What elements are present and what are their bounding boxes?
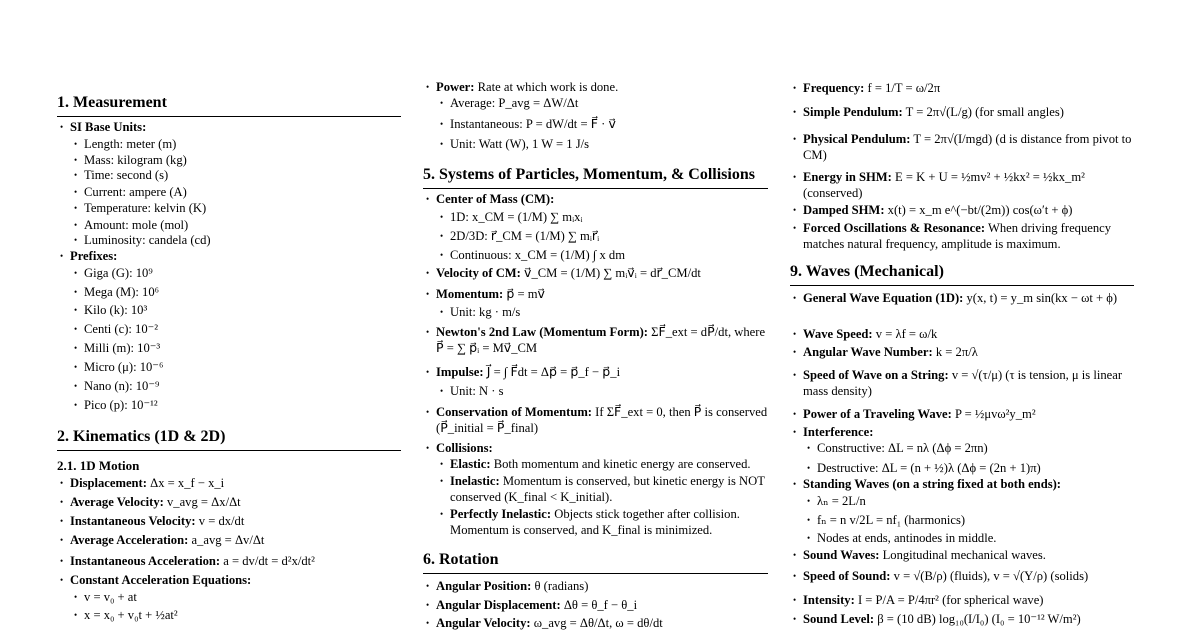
bullet-label: Speed of Sound: — [803, 569, 891, 583]
bullet-label: Angular Displacement: — [436, 598, 561, 612]
bullet-label: Forced Oscillations & Resonance: — [803, 221, 986, 235]
sub-bullet-2l-n — [790, 494, 1134, 510]
sub-bullet-2d-3d-r-cm-1-m-m-r — [423, 229, 768, 245]
bullet-text: Momentum is conserved, but kinetic energy is NOT conserved (K_final < K_initial). — [450, 474, 765, 504]
sub-bullet-nodes-at-ends-antinodes-in-middle — [790, 531, 1134, 547]
bullet-simple-pendulum — [790, 105, 1134, 121]
bullet-text: ω_avg = Δθ/Δt, ω = dθ/dt — [533, 616, 663, 630]
bullet-label: Interference: — [803, 425, 874, 439]
bullet-angular-velocity — [423, 616, 768, 632]
bullet-label: Intensity: — [803, 593, 855, 607]
sub-bullet-continuous-x-cm-1-m-x-dm — [423, 248, 768, 264]
sub-bullet-unit-kg-m-s — [423, 305, 768, 321]
bullet-text: Longitudinal mechanical waves. — [882, 548, 1046, 562]
bullet-text: v = dx/dt — [198, 514, 245, 528]
bullet-text: θ (radians) — [534, 579, 589, 593]
bullet-text: a_avg = Δv/Δt — [191, 533, 265, 547]
bullet-label: Standing Waves (on a string fixed at both ends): — [803, 477, 1061, 491]
bullet-label: Physical Pendulum: — [803, 132, 911, 146]
bullet-label: Impulse: — [436, 365, 484, 379]
bullet-sound-waves — [790, 548, 1134, 564]
bullet-text: β = (10 dB) log₁₀(I/I₀) (I₀ = 10⁻¹² W/m²) — [877, 612, 1081, 626]
sub-bullet-f-n-v-2l-nf-harmonics — [790, 513, 1134, 529]
bullet-frequency — [790, 81, 1134, 97]
bullet-center-of-mass-cm — [423, 192, 768, 208]
bullet-label: Angular Wave Number: — [803, 345, 933, 359]
sub-bullet-unit-watt-w-1-w-1-j-s — [423, 137, 768, 153]
bullet-angular-wave-number — [790, 345, 1134, 361]
bullet-energy-in-shm — [790, 170, 1134, 201]
bullet-label: Angular Position: — [436, 579, 532, 593]
bullet-text: v = v₀ + at — [84, 590, 137, 604]
sub-bullet-pico-p-10 — [57, 398, 401, 414]
bullet-newton-s-2nd-law-momentum-form — [423, 325, 768, 356]
bullet-label: Frequency: — [803, 81, 865, 95]
bullet-label: Elastic: — [450, 457, 491, 471]
bullet-forced-oscillations-resonance — [790, 221, 1134, 252]
sub-bullet-kilo-k-10 — [57, 303, 401, 319]
bullet-label: Velocity of CM: — [436, 266, 521, 280]
bullet-text: 2D/3D: r⃗_CM = (1/M) ∑ mᵢr⃗ᵢ — [450, 229, 600, 243]
bullet-text: Δx = x_f − x_i — [150, 476, 225, 490]
bullet-text: Nano (n): 10⁻⁹ — [84, 379, 160, 393]
bullet-angular-position — [423, 579, 768, 595]
bullet-text: Objects stick together after collision. Momentum is conserved, and K_final is minimized. — [450, 507, 740, 537]
bullet-text: Pico (p): 10⁻¹² — [84, 398, 158, 412]
bullet-text: 1D: x_CM = (1/M) ∑ mᵢxᵢ — [450, 210, 583, 224]
bullet-text: Constructive: ΔL = nλ (Δϕ = 2πn) — [817, 441, 988, 455]
sub-bullet-constructive-l-n-2-n — [790, 441, 1134, 457]
bullet-conservation-of-momentum — [423, 405, 768, 436]
bullet-label: Displacement: — [70, 476, 147, 490]
bullet-text: Length: meter (m) — [84, 137, 177, 151]
bullet-label: Sound Level: — [803, 612, 875, 626]
bullet-text: Continuous: x_CM = (1/M) ∫ x dm — [450, 248, 625, 262]
bullet-momentum — [423, 287, 768, 303]
sub-bullet-mega-m-10 — [57, 285, 401, 301]
bullet-text: v = √(B/ρ) (fluids), v = √(Y/ρ) (solids) — [893, 569, 1089, 583]
bullet-text: T = 2π√(L/g) (for small angles) — [905, 105, 1064, 119]
sub-bullet-mass-kilogram-kg — [57, 153, 401, 169]
bullet-standing-waves-on-a-string-fixed-at-both — [790, 477, 1134, 493]
bullet-text: Current: ampere (A) — [84, 185, 187, 199]
bullet-label: Instantaneous Acceleration: — [70, 554, 221, 568]
bullet-interference — [790, 425, 1134, 441]
bullet-average-acceleration — [57, 533, 401, 549]
sub-bullet-elastic — [423, 457, 768, 473]
bullet-label: Power of a Traveling Wave: — [803, 407, 952, 421]
bullet-text: Temperature: kelvin (K) — [84, 201, 207, 215]
bullet-label: Momentum: — [436, 287, 504, 301]
bullet-text: Instantaneous: P = dW/dt = F⃗ · v⃗ — [450, 117, 616, 131]
bullet-average-velocity — [57, 495, 401, 511]
bullet-text: When driving frequency matches natural frequency, amplitude is maximum. — [803, 221, 1112, 251]
sub-bullet-amount-mole-mol — [57, 218, 401, 234]
section-heading: 1. Measurement — [57, 94, 401, 117]
bullet-impulse — [423, 365, 768, 381]
bullet-text: Time: second (s) — [84, 168, 169, 182]
sub-bullet-inelastic — [423, 474, 768, 505]
bullet-text: v_avg = Δx/Δt — [167, 495, 241, 509]
bullet-physical-pendulum — [790, 132, 1134, 163]
bullet-text: Giga (G): 10⁹ — [84, 266, 153, 280]
bullet-text: Rate at which work is done. — [477, 80, 619, 94]
bullet-label: Angular Velocity: — [436, 616, 531, 630]
bullet-label: Damped SHM: — [803, 203, 885, 217]
section-heading: 6. Rotation — [423, 551, 768, 574]
bullet-collisions — [423, 441, 768, 457]
sub-bullet-luminosity-candela-cd — [57, 233, 401, 249]
sub-bullet-centi-c-10 — [57, 322, 401, 338]
bullet-label: SI Base Units: — [70, 120, 147, 134]
sub-bullet-giga-g-10 — [57, 266, 401, 282]
bullet-label: Center of Mass (CM): — [436, 192, 555, 206]
bullet-intensity — [790, 593, 1134, 609]
bullet-instantaneous-acceleration — [57, 554, 401, 570]
bullet-text: Δθ = θ_f − θ_i — [563, 598, 638, 612]
bullet-text: Mass: kilogram (kg) — [84, 153, 187, 167]
bullet-text: Micro (μ): 10⁻⁶ — [84, 360, 164, 374]
sub-bullet-x-x-v-t-at — [57, 608, 401, 624]
bullet-text: Unit: kg · m/s — [450, 305, 521, 319]
bullet-sound-level — [790, 612, 1134, 628]
bullet-text: P = ½μvω²y_m² — [954, 407, 1036, 421]
bullet-general-wave-equation-1d — [790, 291, 1134, 307]
sub-bullet-nano-n-10 — [57, 379, 401, 395]
bullet-speed-of-wave-on-a-string — [790, 368, 1134, 399]
bullet-text: v = λf = ω/k — [875, 327, 938, 341]
sub-bullet-1d-x-cm-1-m-m-x — [423, 210, 768, 226]
bullet-text: Amount: mole (mol) — [84, 218, 189, 232]
bullet-text: Centi (c): 10⁻² — [84, 322, 159, 336]
bullet-text: Average: P_avg = ΔW/Δt — [450, 96, 579, 110]
bullet-label: Sound Waves: — [803, 548, 880, 562]
bullet-power-of-a-traveling-wave — [790, 407, 1134, 423]
section-heading: 2. Kinematics (1D & 2D) — [57, 428, 401, 451]
sub-bullet-milli-m-10 — [57, 341, 401, 357]
bullet-text: v = √(τ/μ) (τ is tension, μ is linear mass density) — [803, 368, 1123, 398]
sub-bullet-destructive-l-n-2n-1 — [790, 461, 1134, 477]
bullet-angular-displacement — [423, 598, 768, 614]
bullet-text: f = 1/T = ω/2π — [867, 81, 941, 95]
bullet-text: I = P/A = P/4πr² (for spherical wave) — [857, 593, 1044, 607]
bullet-text: Nodes at ends, antinodes in middle. — [817, 531, 997, 545]
bullet-text: v⃗_CM = (1/M) ∑ mᵢv⃗ᵢ = dr⃗_CM/dt — [524, 266, 701, 280]
bullet-label: Energy in SHM: — [803, 170, 892, 184]
sub-bullet-temperature-kelvin-k — [57, 201, 401, 217]
sub-bullet-instantaneous-p-dw-dt-f-v — [423, 117, 768, 133]
bullet-label: Newton's 2nd Law (Momentum Form): — [436, 325, 648, 339]
bullet-text: If ΣF⃗_ext = 0, then P⃗ is conserved (P⃗_initial = P⃗_final) — [436, 405, 768, 435]
bullet-text: x(t) = x_m e^(−bt/(2m)) cos(ω′t + ϕ) — [887, 203, 1073, 217]
section-heading: 5. Systems of Particles, Momentum, & Collisions — [423, 166, 768, 189]
bullet-label: General Wave Equation (1D): — [803, 291, 964, 305]
sub-bullet-length-meter-m — [57, 137, 401, 153]
sub-bullet-micro-10 — [57, 360, 401, 376]
bullet-text: Milli (m): 10⁻³ — [84, 341, 161, 355]
bullet-speed-of-sound — [790, 569, 1134, 585]
bullet-text: Destructive: ΔL = (n + ½)λ (Δϕ = (2n + 1)π) — [817, 461, 1041, 475]
sub-bullet-average-p-avg-w-t — [423, 96, 768, 112]
bullet-prefixes — [57, 249, 401, 265]
bullet-label: Constant Acceleration Equations: — [70, 573, 252, 587]
bullet-si-base-units — [57, 120, 401, 136]
bullet-text: x = x₀ + v₀t + ½at² — [84, 608, 178, 622]
bullet-label: Perfectly Inelastic: — [450, 507, 552, 521]
sub-bullet-perfectly-inelastic — [423, 507, 768, 538]
bullet-label: Wave Speed: — [803, 327, 873, 341]
bullet-label: Simple Pendulum: — [803, 105, 903, 119]
sub-bullet-current-ampere-a — [57, 185, 401, 201]
sub-bullet-unit-n-s — [423, 384, 768, 400]
bullet-label: Speed of Wave on a String: — [803, 368, 949, 382]
bullet-damped-shm — [790, 203, 1134, 219]
bullet-label: Inelastic: — [450, 474, 500, 488]
bullet-power — [423, 80, 768, 96]
bullet-velocity-of-cm — [423, 266, 768, 282]
bullet-text: Mega (M): 10⁶ — [84, 285, 160, 299]
bullet-label: Average Velocity: — [70, 495, 164, 509]
bullet-text: k = 2π/λ — [935, 345, 978, 359]
bullet-text: p⃗ = mv⃗ — [506, 287, 545, 301]
bullet-displacement — [57, 476, 401, 492]
bullet-constant-acceleration-equations — [57, 573, 401, 589]
bullet-text: λₙ = 2L/n — [817, 494, 866, 508]
bullet-text: T = 2π√(I/mgd) (d is distance from pivot to CM) — [803, 132, 1132, 162]
bullet-label: Conservation of Momentum: — [436, 405, 593, 419]
bullet-wave-speed — [790, 327, 1134, 343]
section-heading: 9. Waves (Mechanical) — [790, 263, 1134, 286]
bullet-label: Prefixes: — [70, 249, 118, 263]
bullet-text: y(x, t) = y_m sin(kx − ωt + ϕ) — [966, 291, 1118, 305]
bullet-text: fₙ = n v/2L = nf₁ (harmonics) — [817, 513, 966, 527]
subsection-heading: 2.1. 1D Motion — [57, 458, 140, 473]
bullet-label: Instantaneous Velocity: — [70, 514, 196, 528]
bullet-label: Collisions: — [436, 441, 493, 455]
sub-bullet-time-second-s — [57, 168, 401, 184]
bullet-text: J⃗ = ∫ F⃗dt = Δp⃗ = p⃗_f − p⃗_i — [486, 365, 621, 379]
bullet-text: Kilo (k): 10³ — [84, 303, 148, 317]
bullet-text: Luminosity: candela (cd) — [84, 233, 211, 247]
bullet-text: Unit: N · s — [450, 384, 504, 398]
bullet-label: Average Acceleration: — [70, 533, 189, 547]
bullet-text: E = K + U = ½mv² + ½kx² = ½kx_m² (conserved) — [803, 170, 1085, 200]
bullet-text: Both momentum and kinetic energy are conserved. — [493, 457, 751, 471]
bullet-instantaneous-velocity — [57, 514, 401, 530]
bullet-text: Unit: Watt (W), 1 W = 1 J/s — [450, 137, 590, 151]
bullet-text: a = dv/dt = d²x/dt² — [223, 554, 315, 568]
bullet-text: ΣF⃗_ext = dP⃗/dt, where P⃗ = ∑ p⃗ᵢ = Mv⃗_CM — [436, 325, 766, 355]
sub-bullet-v-v-at — [57, 590, 401, 606]
bullet-label: Power: — [436, 80, 475, 94]
